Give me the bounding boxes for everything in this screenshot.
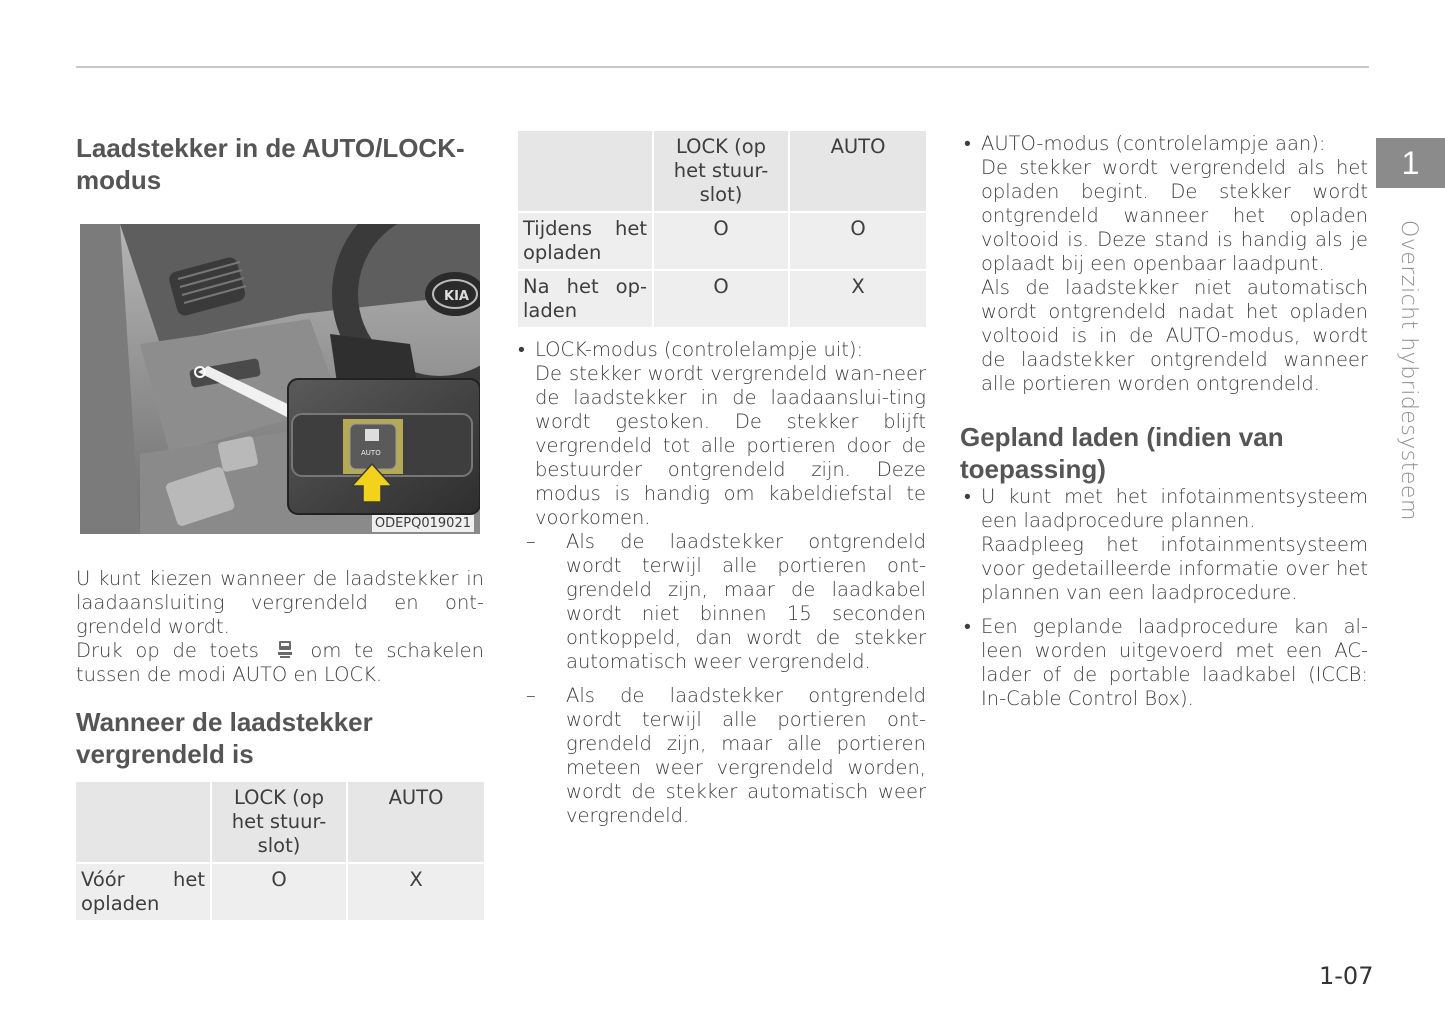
table-header-cell: AUTO [790, 131, 926, 211]
table-header-cell [76, 782, 210, 862]
kia-logo-text: KIA [444, 289, 469, 304]
charge-lock-icon [276, 640, 294, 660]
lock-table-left [74, 780, 486, 922]
intro-paragraph-1: U kunt kiezen wanneer de laadstekker in laadaansluiting vergrendeld en ont-grendeld wordt. [76, 567, 484, 638]
top-rule [76, 66, 1369, 68]
table-cell: X [790, 271, 926, 327]
table-cell: X [348, 864, 484, 920]
table-cell: O [212, 864, 346, 920]
table-cell: Vóór het opladen [76, 864, 210, 920]
table-cell: Tijdens het opladen [518, 213, 652, 269]
auto-mode-text-2: Als de laadstekker niet automatisch wordt ontgrendeld nadat het opladen voltooid is in de AUTO-modus, wordt de laadstekker ontgrendeld wanneer alle portieren worden ontgrendeld. [981, 276, 1368, 395]
dash-item-1: – Als de laadstekker ontgrendeld wordt terwijl alle portieren ont-grendeld zijn, maar de laadkabel wordt niet binnen 15 seconden ontkoppeld, dan wordt de stekker automatisch weer vergrendeld. [518, 530, 926, 674]
heading-when-locked: Wanneer de laadstekker vergrendeld is [76, 707, 373, 769]
dash-item-2: – Als de laadstekker ontgrendeld wordt terwijl alle portieren ont-grendeld zijn, maar alle portieren meteen weer vergrendeld worden, wordt de stekker automatisch weer vergrendeld. [518, 684, 926, 828]
table-row [518, 271, 926, 327]
lock-mode-bullet [518, 338, 926, 828]
lock-table-middle [516, 129, 928, 329]
table-cell: O [654, 271, 788, 327]
auto-mode-text-1: De stekker wordt vergrendeld als het opladen begint. De stekker wordt ontgrendeld wanneer het opladen voltooid is. Deze stand is handig als je oplaadt bij een openbaar laadpunt. [981, 156, 1368, 275]
auto-mode-title: • AUTO-modus (controlelampje aan): [981, 132, 1326, 155]
table-header-cell: LOCK (op het stuur-slot) [212, 782, 346, 862]
figure-code: ODEPQ019021 [372, 515, 474, 532]
chapter-title: Overzicht hybridesysteem [1396, 220, 1421, 521]
table-row [518, 213, 926, 269]
table-cell: O [654, 213, 788, 269]
table-cell: O [790, 213, 926, 269]
lock-mode-text: De stekker wordt vergrendeld wan-neer de laadstekker in de laadaanslui-ting wordt gestoken. De stekker blijft vergrendeld tot alle portieren door de bestuurder ontgrendeld zijn. Deze modus is handig om kabeldiefstal te voorkomen. [535, 362, 926, 529]
auto-mode-bullet [964, 132, 1368, 396]
page-number: 1-07 [1319, 962, 1374, 990]
intro-p2-b: om te schakelen tussen de modi AUTO en LOCK. [76, 639, 484, 686]
table-header-row [518, 131, 926, 211]
button-auto-label: AUTO [361, 449, 381, 457]
intro-paragraph-2 [76, 639, 484, 687]
scheduled-bullet-1 [964, 485, 1368, 605]
table-header-cell: AUTO [348, 782, 484, 862]
table-header-row [76, 782, 484, 862]
dashboard-illustration [80, 224, 480, 534]
intro-p2-a: Druk op de toets [76, 639, 259, 662]
chapter-tab: 1 [1376, 138, 1445, 188]
scheduled-bullet-2 [964, 615, 1368, 711]
table-row [76, 864, 484, 920]
scheduled-text-1: • U kunt met het infotainmentsysteem een laadprocedure plannen. [981, 485, 1368, 532]
heading-auto-lock-mode: Laadstekker in de AUTO/LOCK-modus [76, 133, 465, 195]
dashboard-figure [80, 224, 480, 534]
lock-mode-title: • LOCK-modus (controlelampje uit): [535, 338, 864, 361]
table-cell: Na het op-laden [518, 271, 652, 327]
scheduled-text-2: Raadpleeg het infotainmentsysteem voor gedetailleerde informatie over het plannen van een laadprocedure. [981, 533, 1368, 604]
table-header-cell: LOCK (op het stuur-slot) [654, 131, 788, 211]
table-header-cell [518, 131, 652, 211]
scheduled-text-3: • Een geplande laadprocedure kan al-leen worden uitgevoerd met een AC-lader of de portable laadkabel (ICCB: In-Cable Control Box). [981, 615, 1368, 710]
heading-scheduled-charging: Gepland laden (indien van toepassing) [960, 422, 1284, 484]
